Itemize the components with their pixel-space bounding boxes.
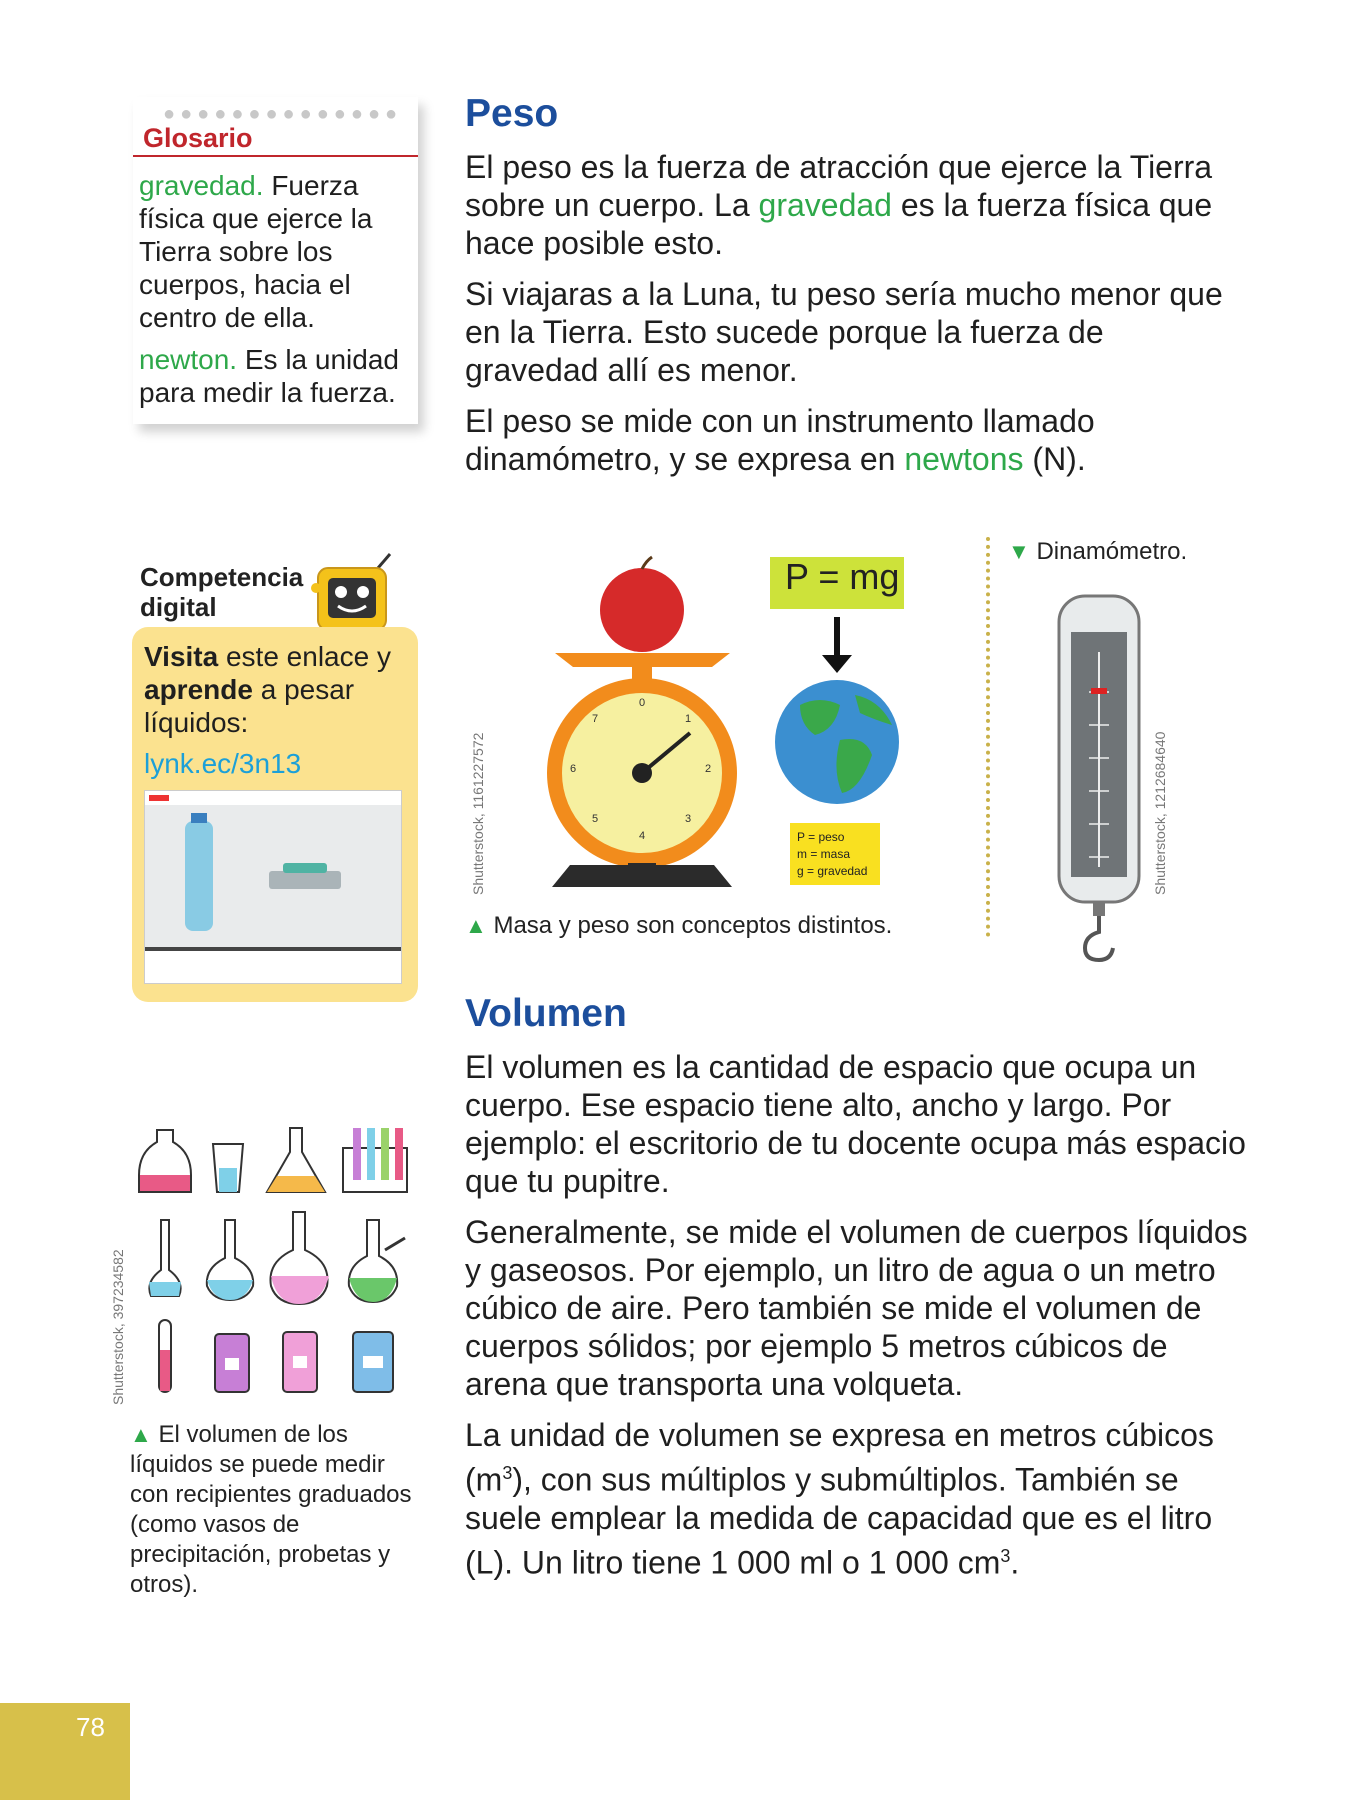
dial-number-0: 0 xyxy=(639,697,646,709)
dial-number-4: 4 xyxy=(639,830,646,842)
page-footer-bar xyxy=(0,1703,130,1800)
peso-heading: Peso xyxy=(465,92,559,135)
video-thumbnail[interactable] xyxy=(144,790,402,984)
volumen-text xyxy=(465,1048,1255,1594)
glossary-card xyxy=(133,97,418,424)
dial-number-2: 2 xyxy=(705,763,712,775)
peso-paragraph-2: Si viajaras a la Luna, tu peso sería mucho menor que en la Tierra. Esto sucede porque la fuerza de gravedad allí es menor. xyxy=(465,276,1223,388)
peso-paragraph-1: El peso es la fuerza de atracción que ejerce la Tierra sobre un cuerpo. La gravedad es la fuerza física que hace posible esto. xyxy=(465,149,1213,261)
arrow-down-icon xyxy=(822,655,852,673)
dyn-credit: Shutterstock, 1212684640 xyxy=(1152,731,1168,895)
dyn-caption: ▼ Dinamómetro. xyxy=(1008,538,1188,565)
lab-caption: ▲ El volumen de los líquidos se puede medir con recipientes graduados (como vasos de precipitación, probetas y otros). xyxy=(130,1421,412,1598)
glossary-divider xyxy=(133,155,418,157)
peso-paragraph-3: El peso se mide con un instrumento llamado dinamómetro, y se expresa en newtons (N). xyxy=(465,403,1095,477)
triangle-down-icon: ▼ xyxy=(1008,539,1030,564)
glossary-title: Glosario xyxy=(143,123,253,153)
formula-text: P = mg xyxy=(785,556,900,597)
glossary-entry-newton: newton. Es la unidad para medir la fuerza. xyxy=(139,344,399,408)
page-number: 78 xyxy=(76,1712,105,1742)
dial-number-5: 5 xyxy=(592,813,599,825)
dial-number-3: 3 xyxy=(685,813,692,825)
volumen-paragraph-2: Generalmente, se mide el volumen de cuerpos líquidos y gaseosos. Por ejemplo, un litro de agua o un metro cúbico de aire. Pero también se mide el volumen de cuerpos sólidos; por ejemplo 5 metros cúbicos de arena que transporta una volqueta. xyxy=(465,1214,1248,1402)
dynamometer-icon xyxy=(1055,592,1155,970)
lab-credit: Shutterstock, 397234582 xyxy=(110,1249,126,1405)
triangle-up-icon: ▲ xyxy=(130,1422,152,1447)
glossary-entry-gravedad: gravedad. Fuerza física que ejerce la Tierra sobre los cuerpos, hacia el centro de ella. xyxy=(139,170,373,333)
dial-number-7: 7 xyxy=(592,713,599,725)
formula-legend: P = peso m = masa g = gravedad xyxy=(797,830,868,878)
dial-number-6: 6 xyxy=(570,763,577,775)
scale-credit: Shutterstock, 1161227572 xyxy=(470,732,486,895)
volumen-paragraph-1: El volumen es la cantidad de espacio que ocupa un cuerpo. Ese espacio tiene alto, ancho y largo. Por ejemplo: el escritorio de tu docente ocupa más espacio que tu pupitre. xyxy=(465,1049,1246,1199)
volumen-paragraph-3: La unidad de volumen se expresa en metros cúbicos $(m^3)$, con sus múltiplos y submúltiplos. También se suele emplear la medida de capacidad que es el litro (L). Un litro tiene 1 000 ml o 1 000 $cm^3$. xyxy=(465,1417,1214,1581)
video-preview-icon xyxy=(145,791,401,983)
earth-icon xyxy=(775,680,899,804)
scale-caption: ▲ Masa y peso son conceptos distintos. xyxy=(465,912,893,939)
competencia-text: Visita este enlace y aprende a pesar líquidos: xyxy=(144,641,391,738)
triangle-up-icon: ▲ xyxy=(465,913,487,938)
apple-icon xyxy=(600,568,684,652)
dotted-separator xyxy=(986,537,990,937)
lab-glassware-icon xyxy=(135,1120,415,1405)
dial-number-1: 1 xyxy=(685,713,692,725)
volumen-heading: Volumen xyxy=(465,992,627,1035)
peso-text xyxy=(465,148,1245,491)
glossary-body xyxy=(139,169,417,418)
spiral-rings: ●●●●●●●●●●●●●● xyxy=(163,103,403,125)
competencia-link[interactable]: lynk.ec/3n13 xyxy=(144,748,302,779)
competencia-title: Competencia digital xyxy=(140,562,304,622)
